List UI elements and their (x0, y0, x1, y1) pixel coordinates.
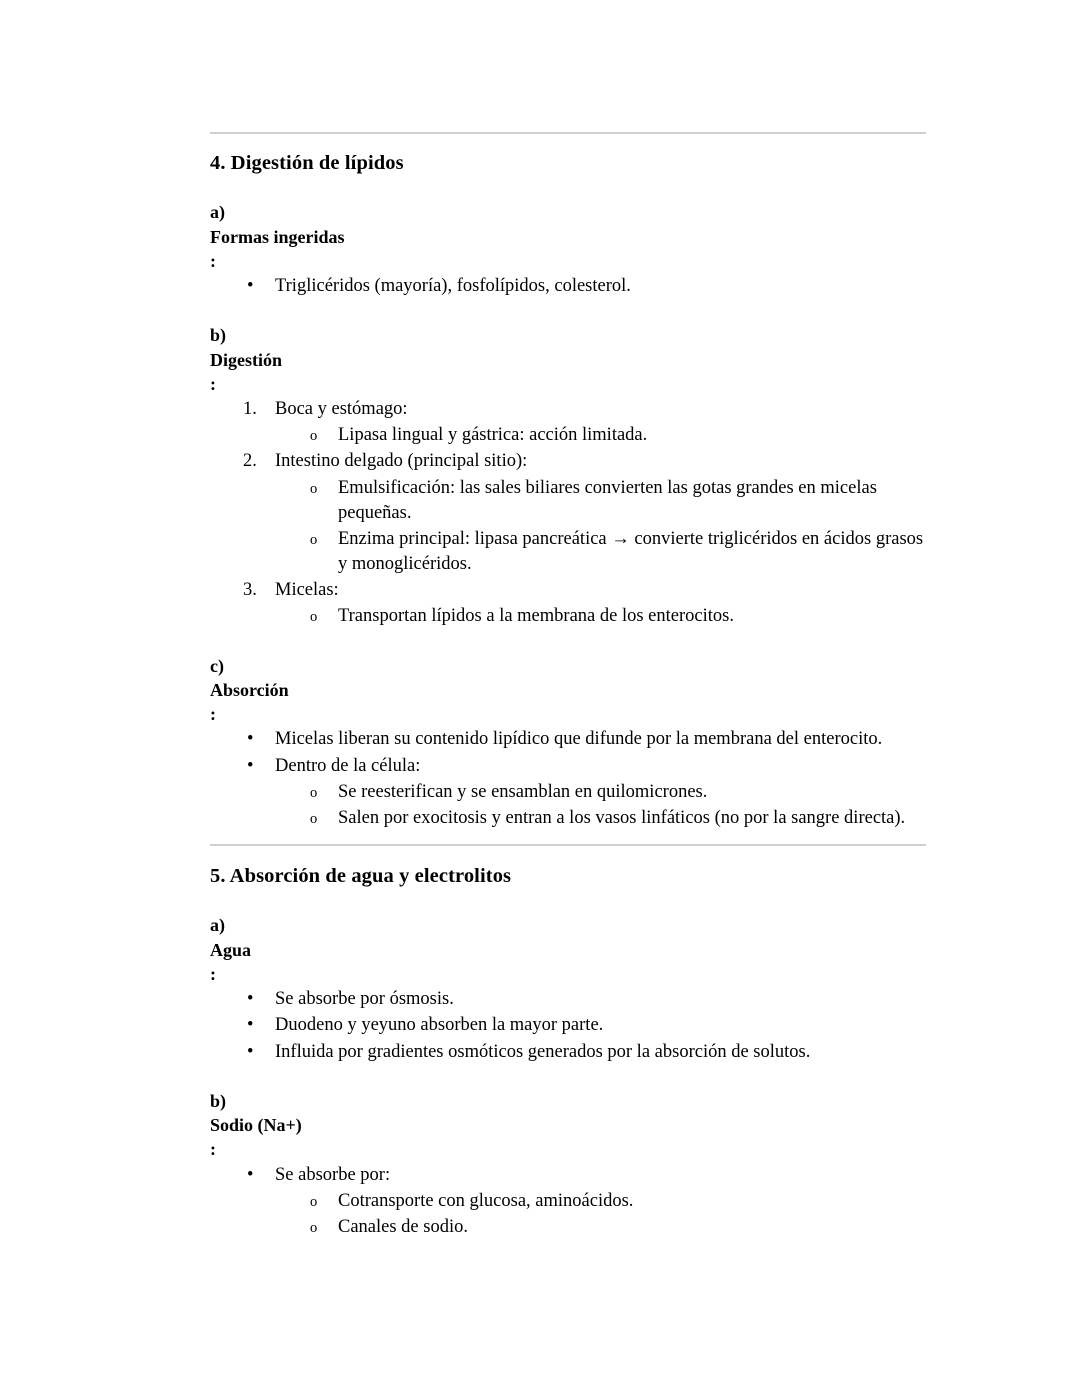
list-item (210, 1013, 926, 1038)
list-item-text: Triglicéridos (mayoría), fosfolípidos, colesterol. (275, 276, 631, 297)
bullet-list (210, 987, 926, 1064)
sub-block-colon: : (210, 373, 216, 394)
list-item-text: Emulsificación: las sales biliares convierten las gotas grandes en micelas pequeñas. (338, 477, 877, 523)
list-item-text: Canales de sodio. (338, 1216, 468, 1237)
bullet-icon: • (247, 755, 254, 776)
list-item (210, 1215, 926, 1240)
sub-bullet-list (210, 423, 926, 448)
sub-block-letter: a) (210, 202, 225, 223)
bullet-icon: • (247, 1041, 254, 1062)
sub-block-title: Digestión (210, 349, 282, 370)
list-item (210, 449, 926, 474)
section-heading: 5. Absorción de agua y electrolitos (210, 865, 512, 888)
list-item-text: Intestino delgado (principal sitio): (275, 451, 528, 472)
sub-bullet-list (210, 1189, 926, 1240)
sub-bullet-list (210, 476, 926, 578)
circle-icon: o (310, 609, 318, 626)
sub-bullet-list (210, 780, 926, 831)
sub-block-a (210, 200, 926, 299)
list-item-text: Cotransporte con glucosa, aminoácidos. (338, 1190, 634, 1211)
list-item-text: Se absorbe por: (275, 1164, 391, 1185)
circle-icon: o (310, 810, 318, 827)
section-divider (210, 132, 926, 134)
sub-block-colon: : (210, 963, 216, 984)
sub-block-c (210, 654, 926, 832)
list-number: 3. (243, 580, 257, 601)
circle-icon: o (310, 784, 318, 801)
list-item (210, 578, 926, 603)
sub-block-title: Formas ingeridas (210, 226, 345, 247)
list-item (210, 476, 926, 526)
list-item (210, 987, 926, 1012)
list-item-text: Transportan lípidos a la membrana de los enterocitos. (338, 606, 734, 627)
sub-block-colon: : (210, 250, 216, 271)
circle-icon: o (310, 1193, 318, 1210)
bullet-icon: • (247, 1015, 254, 1036)
circle-icon: o (310, 428, 318, 445)
sub-block-colon: : (210, 704, 216, 725)
list-item-text: Se reesterifican y se ensamblan en quilomicrones. (338, 781, 708, 802)
sub-block-a (210, 913, 926, 1064)
sub-block-title: Absorción (210, 679, 289, 700)
list-item (210, 274, 926, 299)
list-item (210, 423, 926, 448)
bullet-icon: • (247, 1164, 254, 1185)
list-item-text: Lipasa lingual y gástrica: acción limitada. (338, 425, 648, 446)
list-item (210, 1189, 926, 1214)
circle-icon: o (310, 480, 318, 497)
bullet-icon: • (247, 989, 254, 1010)
list-item (210, 1163, 926, 1188)
list-item-text: Se absorbe por ósmosis. (275, 989, 454, 1010)
list-item (210, 1040, 926, 1065)
bullet-list (210, 274, 926, 299)
sub-block-b (210, 323, 926, 629)
list-item (210, 527, 926, 577)
list-item (210, 806, 926, 831)
sub-block-letter: c) (210, 655, 224, 676)
list-item-text: Micelas: (275, 580, 339, 601)
list-item (210, 780, 926, 805)
circle-icon: o (310, 1219, 318, 1236)
list-item-text: Boca y estómago: (275, 399, 408, 420)
sub-block-colon: : (210, 1139, 216, 1160)
sub-block-b (210, 1089, 926, 1240)
sub-block-letter: b) (210, 1090, 227, 1111)
list-item (210, 397, 926, 422)
circle-icon: o (310, 531, 318, 548)
sub-block-letter: a) (210, 915, 225, 936)
list-item (210, 727, 926, 752)
document-body (210, 132, 926, 1241)
section-divider (210, 844, 926, 846)
list-item (210, 604, 926, 629)
bullet-list (210, 1163, 926, 1240)
list-number: 2. (243, 451, 257, 472)
list-item-text: Salen por exocitosis y entran a los vasos linfáticos (no por la sangre directa). (338, 807, 906, 828)
list-item (210, 754, 926, 779)
numbered-list (210, 397, 926, 629)
bullet-list (210, 727, 926, 831)
list-item-text: Dentro de la célula: (275, 755, 421, 776)
list-item-text: Enzima principal: lipasa pancreática → convierte triglicéridos en ácidos grasos y monoglicéridos. (338, 528, 924, 575)
sub-bullet-list (210, 604, 926, 629)
sub-block-title: Agua (210, 939, 252, 960)
list-item-text: Micelas liberan su contenido lipídico que difunde por la membrana del enterocito. (275, 729, 883, 750)
list-item-text: Duodeno y yeyuno absorben la mayor parte. (275, 1015, 604, 1036)
bullet-icon: • (247, 729, 254, 750)
sub-block-letter: b) (210, 325, 227, 346)
list-item-text: Influida por gradientes osmóticos generados por la absorción de solutos. (275, 1041, 811, 1062)
list-number: 1. (243, 399, 257, 420)
sub-block-title: Sodio (Na+) (210, 1114, 302, 1135)
bullet-icon: • (247, 276, 254, 297)
section-heading: 4. Digestión de lípidos (210, 152, 404, 174)
